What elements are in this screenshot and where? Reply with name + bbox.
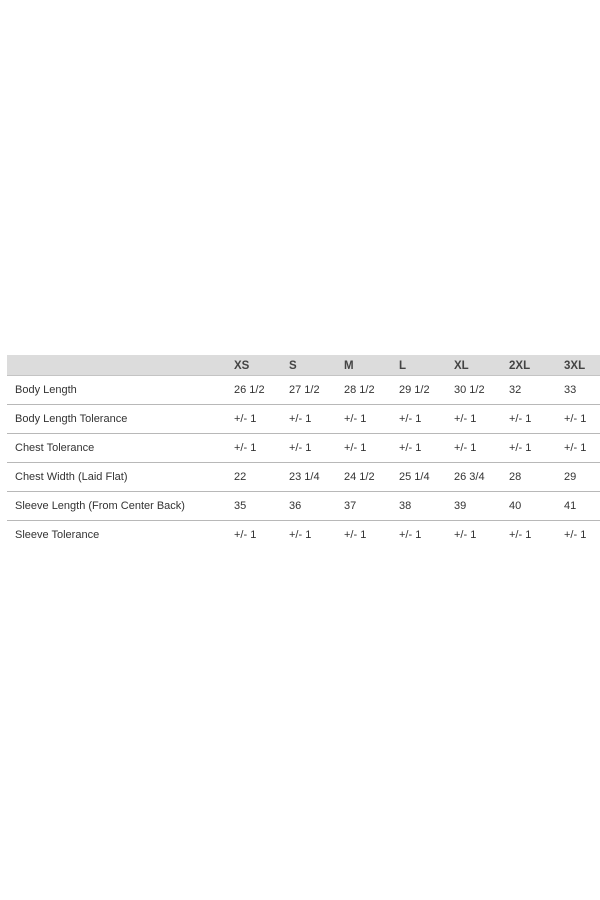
table-cell: 24 1/2 [344, 463, 399, 492]
table-cell: 30 1/2 [454, 376, 509, 405]
table-cell: +/- 1 [454, 405, 509, 434]
table-row [7, 434, 600, 463]
table-cell: 26 3/4 [454, 463, 509, 492]
table-cell: 23 1/4 [289, 463, 344, 492]
table-cell: +/- 1 [234, 529, 257, 541]
table-cell: +/- 1 [564, 529, 587, 541]
table-cell: +/- 1 [234, 434, 289, 463]
table-cell: +/- 1 [509, 529, 532, 541]
table-cell: 25 1/4 [399, 463, 454, 492]
size-chart-table [7, 355, 600, 549]
table-cell: +/- 1 [454, 434, 509, 463]
table-cell: +/- 1 [399, 529, 422, 541]
table-cell: +/- 1 [344, 434, 399, 463]
table-cell: +/- 1 [564, 405, 600, 434]
header-row [7, 355, 600, 376]
table-cell: +/- 1 [509, 405, 564, 434]
table-cell: +/- 1 [289, 405, 344, 434]
table-cell: 26 1/2 [234, 376, 289, 405]
row-label: Body Length Tolerance [7, 405, 234, 434]
table-cell: 33 [564, 376, 600, 405]
table-cell: +/- 1 [344, 529, 367, 541]
table-cell: 32 [509, 376, 564, 405]
table-cell: 40 [509, 492, 564, 521]
table-cell: 41 [564, 492, 600, 521]
header-label-cell [7, 355, 234, 376]
row-label: Chest Width (Laid Flat) [7, 463, 234, 492]
header-size-3xl: 3XL [564, 355, 600, 376]
table-cell: 39 [454, 492, 509, 521]
table-cell: +/- 1 [509, 434, 564, 463]
table-cell: +/- 1 [399, 405, 454, 434]
table-cell: 37 [344, 492, 399, 521]
table-cell: 28 [509, 463, 564, 492]
header-size-s: S [289, 355, 344, 376]
row-label: Sleeve Tolerance [15, 529, 100, 541]
table-cell: 28 1/2 [344, 376, 399, 405]
table-cell: +/- 1 [289, 529, 312, 541]
table-row [7, 463, 600, 492]
table-cell: 35 [234, 492, 289, 521]
table-cell: +/- 1 [344, 405, 399, 434]
table-cell: +/- 1 [564, 434, 600, 463]
table-cell: +/- 1 [399, 434, 454, 463]
header-size-2xl: 2XL [509, 355, 564, 376]
table-cell: 38 [399, 492, 454, 521]
table-cell: 29 [564, 463, 600, 492]
table-cell: 29 1/2 [399, 376, 454, 405]
row-label: Body Length [7, 376, 234, 405]
table-cell: +/- 1 [234, 405, 289, 434]
header-size-xs: XS [234, 355, 289, 376]
header-size-m: M [344, 355, 399, 376]
row-label: Chest Tolerance [7, 434, 234, 463]
table-row [7, 376, 600, 405]
table-cell: 36 [289, 492, 344, 521]
header-size-l: L [399, 355, 454, 376]
table-cell: +/- 1 [454, 529, 477, 541]
table-cell: 22 [234, 463, 289, 492]
header-size-xl: XL [454, 355, 509, 376]
table-row [7, 492, 600, 521]
table-cell: +/- 1 [289, 434, 344, 463]
table-row [7, 521, 600, 550]
table-cell: 27 1/2 [289, 376, 344, 405]
table-row [7, 405, 600, 434]
row-label: Sleeve Length (From Center Back) [7, 492, 234, 521]
